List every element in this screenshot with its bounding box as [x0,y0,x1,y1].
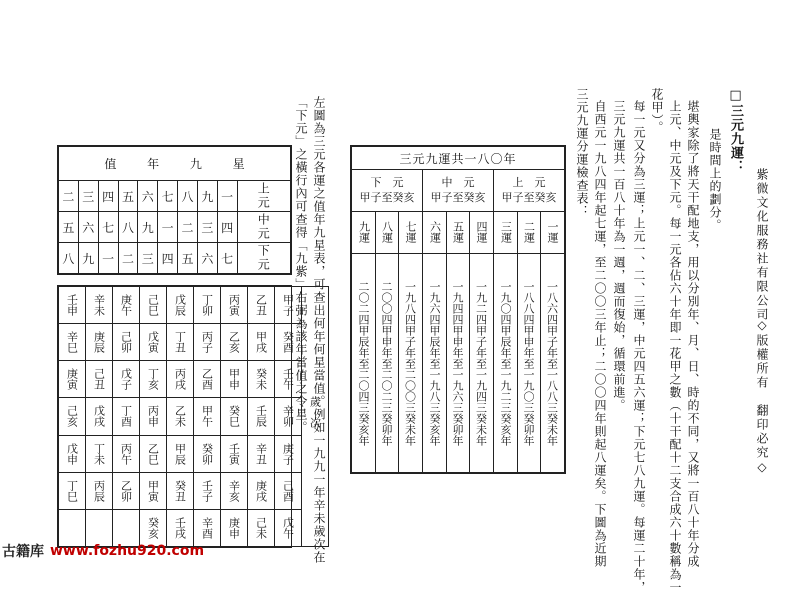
star-cell: 四 [217,212,237,243]
ganzhi-cell: 癸巳 [221,398,248,435]
ganzhi-cell: 乙卯 [113,472,140,509]
star-cell: 三 [78,181,98,212]
nine-star-row-shang [59,181,291,212]
row-label-xia-yuan: 下元 [237,243,290,274]
ganzhi-cell: 甲午 [194,398,221,435]
yun-range: 一九六四甲辰年至一九八三癸亥年 [423,253,447,473]
ganzhi-cell: 丙戌 [167,361,194,398]
yun-label: 五運 [446,211,470,253]
group-name: 中 元 [441,176,475,189]
yun-label: 八運 [375,211,399,253]
group-shang-yuan [494,169,564,472]
row-label-zhong-yuan: 中元 [237,212,290,243]
yun-range: 一九八四甲子年至二〇〇三癸未年 [398,253,422,473]
ganzhi-cell: 戊午 [275,509,302,546]
nine-star-title [59,147,291,181]
star-cell: 二 [59,181,79,212]
ganzhi-cell: 己亥 [59,398,86,435]
ganzhi-cell: 癸酉 [275,324,302,361]
ganzhi-cell: 己卯 [113,324,140,361]
ganzhi-cell: 癸亥 [140,509,167,546]
ganzhi-cell: 乙丑 [248,287,275,324]
copyright-notice: ◇版權所有 翻印必究◇ [755,318,769,476]
star-cell: 八 [118,212,138,243]
title-char: 值 [104,157,117,171]
ganzhi-cell: 辛巳 [59,324,86,361]
ganzhi-cell: 丙午 [113,435,140,472]
ganzhi-cell: 乙巳 [140,435,167,472]
yun-period-table [350,145,566,474]
sexagenary-label: 歲次 [302,287,329,547]
watermark [2,538,204,564]
section-title: □三元九運： [728,88,743,174]
row-label-shang-yuan: 上元 [237,181,290,212]
star-cell: 六 [138,181,158,212]
ganzhi-cell: 甲寅 [140,472,167,509]
ganzhi-cell: 己巳 [140,287,167,324]
ganzhi-cell: 丙子 [194,324,221,361]
ganzhi-cell: 辛卯 [275,398,302,435]
sexagenary-row [59,287,329,324]
group-cycle: 甲子至癸亥 [359,191,415,204]
sexagenary-row [59,398,329,435]
star-cell: 三 [138,243,158,274]
ganzhi-cell: 丁丑 [167,324,194,361]
sexagenary-row [59,435,329,472]
star-cell: 四 [98,181,118,212]
star-cell: 七 [98,212,118,243]
ganzhi-cell: 丁亥 [140,361,167,398]
sexagenary-table [57,285,322,548]
ganzhi-cell: 癸卯 [194,435,221,472]
star-cell: 六 [78,212,98,243]
yun-range: 二〇二四甲辰年至二〇四三癸亥年 [352,253,376,473]
ganzhi-cell: 壬申 [59,287,86,324]
star-cell: 三 [197,212,217,243]
group-xia-yuan [352,169,423,472]
ganzhi-cell: 庚辰 [86,324,113,361]
ganzhi-cell: 辛亥 [221,472,248,509]
ganzhi-cell: 丁巳 [59,472,86,509]
star-cell: 一 [98,243,118,274]
yun-range: 一八八四甲申年至一九〇三癸卯年 [517,253,541,473]
intro-column-5: 每一元又分為三運；上元一、二、三運，中元四五六運；下元七八九運。每運二十年， [632,100,646,594]
intro-column-3: 上元、中元及下元。每一元各佔六十年即一花甲之數（十干配十二支合成六十數稱為一 [668,100,682,594]
ganzhi-cell: 己酉 [275,472,302,509]
watermark-url: www.fozhu920.com [50,543,205,559]
ganzhi-cell: 庚寅 [59,361,86,398]
ganzhi-cell: 壬戌 [167,509,194,546]
star-cell: 五 [178,243,198,274]
ganzhi-cell: 己丑 [86,361,113,398]
ganzhi-cell: 丁未 [86,435,113,472]
yun-range: 一九四四甲申年至一九六三癸卯年 [446,253,470,473]
yun-label: 七運 [404,221,417,243]
publisher-name: 紫微文化服務社有限公司 [755,168,769,322]
ganzhi-cell: 戊戌 [86,398,113,435]
ganzhi-cell: 戊申 [59,435,86,472]
star-cell: 九 [197,181,217,212]
ganzhi-cell: 甲申 [221,361,248,398]
sexagenary-row [59,361,329,398]
ganzhi-cell: 癸丑 [167,472,194,509]
star-cell: 一 [158,212,178,243]
intro-column-4: 花甲）。 [650,88,664,134]
nine-star-table [57,145,292,275]
group-name: 下 元 [370,176,404,189]
ganzhi-cell: 戊子 [113,361,140,398]
yun-table-title: 三元九運共一八〇年 [352,147,564,170]
ganzhi-cell: 辛未 [86,287,113,324]
yun-label: 二運 [517,211,541,253]
ganzhi-cell: 庚申 [221,509,248,546]
intro-column-2: 堪輿家除了將天干配地支，用以分別年、月、日、時的不同，又將一百八十年分成 [686,100,700,568]
star-cell: 七 [158,181,178,212]
ganzhi-cell: 甲辰 [167,435,194,472]
intro-column-6: 三元九運共一百八十年為一週，週而復始，循環前進。 [612,100,626,412]
intro-column-7: 自西元一九八四年起七運，至二〇〇三年止；二〇〇四年則起八運矣。下圖為近期 [593,100,607,568]
ganzhi-cell: 丁酉 [113,398,140,435]
yun-label: 三運 [494,211,518,253]
ganzhi-cell: 庚戌 [248,472,275,509]
star-cell: 五 [59,212,79,243]
nine-star-row-zhong [59,212,291,243]
yun-label: 四運 [475,221,488,243]
yun-range: 一八六四甲子年至一八八三癸未年 [540,253,564,473]
ganzhi-cell: 壬午 [275,361,302,398]
side-note-column-1: 左圖為三元各運之值年九星表，可查出何年何星當值。例如一九九一年辛未歲次在 [312,96,326,564]
ganzhi-cell: 壬辰 [248,398,275,435]
intro-column-8: 三元九運分運檢查表： [575,88,589,218]
sexagenary-row [59,472,329,509]
ganzhi-cell: 丙辰 [86,472,113,509]
ganzhi-cell: 辛酉 [194,509,221,546]
star-cell: 八 [178,181,198,212]
yun-range: 二〇〇四甲申年至二〇二三癸卯年 [375,253,399,473]
ganzhi-cell: 壬寅 [221,435,248,472]
yun-range: 一九二四甲子年至一九四三癸未年 [469,253,493,473]
ganzhi-cell: 乙亥 [221,324,248,361]
yun-range: 一九〇四甲辰年至一九二三癸亥年 [494,253,518,473]
star-cell: 七 [217,243,237,274]
group-cycle: 甲子至癸亥 [501,191,557,204]
ganzhi-cell: 丙寅 [221,287,248,324]
ganzhi-cell: 癸未 [248,361,275,398]
group-name: 上 元 [512,176,546,189]
title-char: 星 [232,157,245,171]
ganzhi-cell: 甲戌 [248,324,275,361]
star-cell: 六 [197,243,217,274]
ganzhi-cell: 丙申 [140,398,167,435]
ganzhi-cell: 庚午 [113,287,140,324]
watermark-site-name: 古籍库 [2,544,44,560]
star-cell: 八 [59,243,79,274]
ganzhi-cell: 庚子 [275,435,302,472]
yun-label: 九運 [352,211,376,253]
star-cell: 二 [178,212,198,243]
intro-column-1: 是時間上的劃分。 [708,128,722,232]
sexagenary-row [59,324,329,361]
ganzhi-cell: 甲子 [275,287,302,324]
yun-label: 六運 [423,211,447,253]
star-cell: 九 [78,243,98,274]
nine-star-row-xia [59,243,291,274]
ganzhi-cell: 己未 [248,509,275,546]
title-char: 年 [147,157,160,171]
ganzhi-cell: 乙酉 [194,361,221,398]
star-cell: 二 [118,243,138,274]
yun-label: 一運 [546,221,559,243]
title-char: 九 [189,157,202,171]
ganzhi-cell: 戊辰 [167,287,194,324]
star-cell: 一 [217,181,237,212]
ganzhi-cell: 辛丑 [248,435,275,472]
ganzhi-cell: 壬子 [194,472,221,509]
star-cell: 五 [118,181,138,212]
group-cycle: 甲子至癸亥 [430,191,486,204]
group-zhong-yuan [423,169,494,472]
star-cell: 九 [138,212,158,243]
ganzhi-cell: 乙未 [167,398,194,435]
ganzhi-cell: 丁卯 [194,287,221,324]
side-note-column-2: 「下元」之橫行內可查得「九紫」右弼為該年當值之令星。 [294,96,308,434]
ganzhi-cell: 戊寅 [140,324,167,361]
star-cell: 四 [158,243,178,274]
